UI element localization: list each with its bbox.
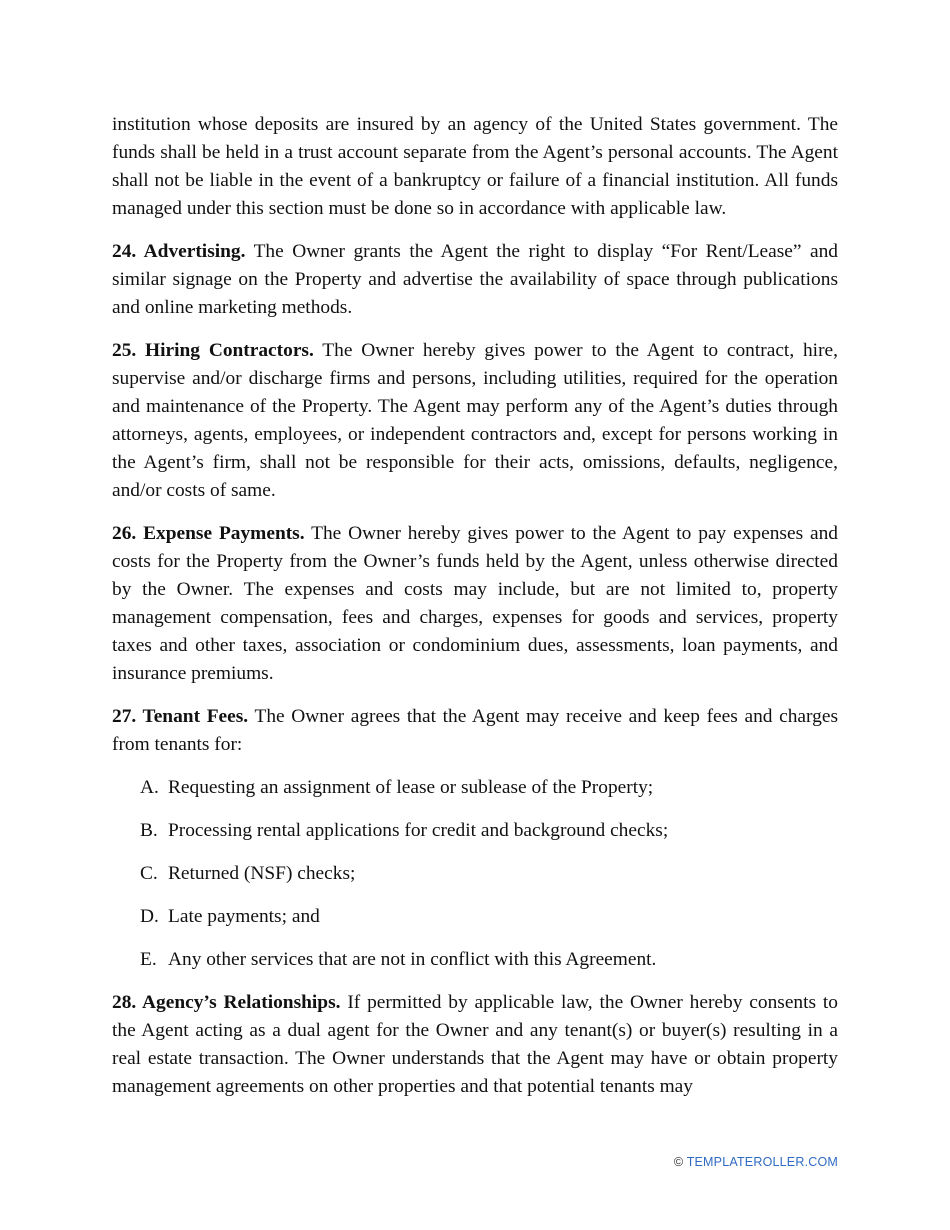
list-marker: D. [140,906,159,927]
list-item-text: Processing rental applications for credit and background checks; [168,820,669,841]
list-item [112,817,838,845]
list-item-text: Requesting an assignment of lease or sublease of the Property; [168,777,654,798]
list-marker: B. [140,820,158,841]
section-text: The Owner hereby gives power to the Agent to contract, hire, supervise and/or discharge firms and persons, including utilities, required for the operation and maintenance of the Property. The Agent may perform any of the Agent’s duties through attorneys, agents, employees, or independent contractors and, except for persons working in the Agent’s firm, shall not be responsible for their acts, omissions, defaults, negligence, and/or costs of same. [112,340,838,501]
document-page [112,111,838,1116]
list-item [112,946,838,974]
list-item-text: Returned (NSF) checks; [168,863,356,884]
tenant-fees-list [112,774,838,974]
footer-site-link[interactable]: TEMPLATEROLLER.COM [686,1155,838,1169]
section-heading: 26. Expense Payments. [112,523,305,544]
intro-paragraph [112,111,838,223]
list-item-text: Late payments; and [168,906,320,927]
section-24-advertising [112,238,838,322]
list-marker: A. [140,777,159,798]
list-marker: C. [140,863,158,884]
section-text: If permitted by applicable law, the Owner hereby consents to the Agent acting as a dual agent for the Owner and any tenant(s) or buyer(s) resulting in a real estate transaction. The Owner understands that the Agent may have or obtain property management agreements on other properties and that potential tenants may [112,992,839,1097]
list-item-text: Any other services that are not in conflict with this Agreement. [168,949,657,970]
list-item [112,774,838,802]
section-28-agency-relationships [112,989,838,1101]
section-heading: 24. Advertising. [112,241,246,262]
section-26-expense-payments [112,520,838,688]
intro-text: institution whose deposits are insured by an agency of the United States government. The funds shall be held in a trust account separate from the Agent’s personal accounts. The Agent shall not be liable in the event of a bankruptcy or failure of a financial institution. All funds managed under this section must be done so in accordance with applicable law. [112,114,838,219]
section-heading: 27. Tenant Fees. [112,706,249,727]
footer-credit [674,1155,838,1169]
section-heading: 28. Agency’s Relationships. [112,992,341,1013]
section-27-tenant-fees [112,703,838,759]
list-item [112,903,838,931]
list-marker: E. [140,949,157,970]
section-heading: 25. Hiring Contractors. [112,340,314,361]
list-item [112,860,838,888]
section-text: The Owner grants the Agent the right to display “For Rent/Lease” and similar signage on the Property and advertise the availability of space through publications and online marketing methods. [112,241,838,318]
section-text: The Owner agrees that the Agent may receive and keep fees and charges from tenants for: [112,706,838,755]
section-text: The Owner hereby gives power to the Agent to pay expenses and costs for the Property from the Owner’s funds held by the Agent, unless otherwise directed by the Owner. The expenses and costs may include, but are not limited to, property management compensation, fees and charges, expenses for goods and services, property taxes and other taxes, association or condominium dues, assessments, loan payments, and insurance premiums. [112,523,838,684]
section-25-hiring-contractors [112,337,838,505]
copyright-symbol: © [673,1155,684,1169]
